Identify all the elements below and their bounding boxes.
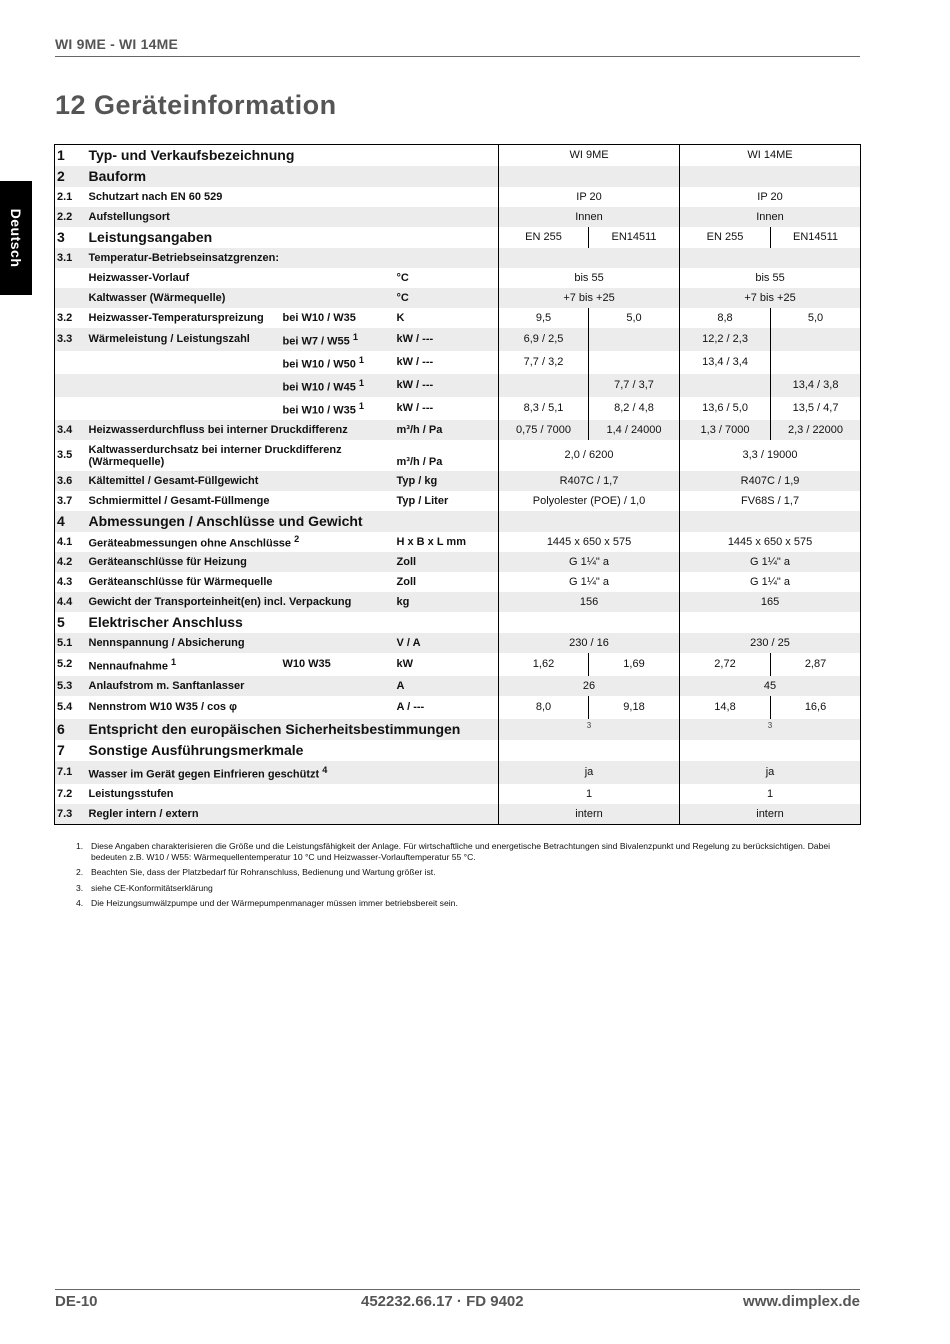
- row-label: Aufstellungsort: [87, 207, 499, 227]
- value: 13,4 / 3,8: [771, 374, 861, 397]
- unit: Typ / Liter: [396, 494, 449, 507]
- table-row: [55, 511, 861, 532]
- footnote-ref: 3: [586, 721, 592, 730]
- footnote-ref: 1: [358, 354, 365, 365]
- table-row: [55, 471, 861, 491]
- row-label: Wärmeleistung / Leistungszahl: [87, 328, 281, 351]
- row-label: Geräteanschlüsse für Wärmequelle: [88, 575, 273, 588]
- footnote-ref: 4: [322, 764, 328, 775]
- table-row: [55, 145, 861, 167]
- value: 1,69: [589, 653, 680, 676]
- row-number: 2: [55, 166, 87, 187]
- value-model-1: 156: [499, 592, 680, 612]
- row-number: 2.1: [57, 190, 73, 203]
- row-number: 3.6: [55, 471, 87, 491]
- standard-label: EN14511: [771, 227, 861, 248]
- table-row: [55, 491, 861, 511]
- condition-text: bei W10 / W35: [282, 404, 356, 417]
- table-row: [55, 719, 861, 740]
- value: 8,2 / 4,8: [589, 397, 680, 420]
- section-heading: Elektrischer Anschluss: [88, 614, 243, 630]
- row-number: [55, 268, 87, 288]
- value: [499, 374, 589, 397]
- unit: kW / ---: [396, 356, 434, 368]
- cell: [499, 166, 680, 187]
- row-number: 7: [57, 742, 65, 758]
- unit: kW / ---: [396, 402, 434, 414]
- row-label: [87, 653, 281, 676]
- row-number: 3.4: [55, 420, 87, 440]
- value: 0,75 / 7000: [499, 420, 589, 440]
- value: 7,7 / 3,7: [589, 374, 680, 397]
- row-label: [87, 351, 281, 374]
- row-number: 4: [55, 511, 87, 532]
- value-model-1: Innen: [499, 207, 680, 227]
- table-row: [55, 653, 861, 676]
- footnote: [76, 898, 846, 909]
- section-heading: Sonstige Ausführungsmerkmale: [88, 742, 304, 758]
- value-model-1: 1: [499, 784, 680, 804]
- value-model-1: G 1¼" a: [499, 552, 680, 572]
- value: 5,0: [771, 308, 861, 328]
- table-row: [55, 207, 861, 227]
- model-2-name: WI 14ME: [680, 145, 861, 167]
- row-number: 7.2: [57, 787, 73, 800]
- row-label: [87, 761, 499, 784]
- value: [680, 374, 771, 397]
- unit: Typ / kg: [395, 471, 499, 491]
- footnote-number: 1.: [76, 841, 84, 851]
- header-rule: [55, 56, 860, 57]
- section-heading: Leistungsangaben: [88, 229, 213, 245]
- row-number: 5: [57, 614, 65, 630]
- value-model-2: ja: [680, 761, 861, 784]
- footer-document-number: 452232.66.17 · FD 9402: [361, 1293, 524, 1310]
- value-model-2: R407C / 1,9: [680, 471, 861, 491]
- value: [589, 351, 680, 374]
- spec-table: [54, 144, 861, 825]
- model-1-name: WI 9ME: [499, 145, 680, 167]
- value-model-1: 230 / 16: [499, 633, 680, 653]
- value-model-2: intern: [680, 804, 861, 825]
- value-model-1: 26: [499, 676, 680, 696]
- cell: [680, 511, 861, 532]
- footer-website-link[interactable]: www.dimplex.de: [743, 1293, 860, 1310]
- unit: kW: [396, 658, 413, 670]
- unit: V / A: [395, 633, 499, 653]
- row-label: Kältemittel / Gesamt-Füllgewicht: [87, 471, 395, 491]
- row-number: 5.4: [57, 701, 73, 713]
- table-row: [55, 440, 861, 471]
- unit: kW / ---: [395, 374, 499, 397]
- value: 2,87: [771, 653, 861, 676]
- footnote-ref: 3: [767, 721, 773, 730]
- condition: W10 W35: [282, 658, 331, 670]
- table-row: [55, 187, 861, 207]
- table-row: [55, 420, 861, 440]
- value: 14,8: [680, 696, 771, 719]
- table-row: [55, 761, 861, 784]
- cell: [680, 740, 861, 761]
- table-row: [55, 633, 861, 653]
- value: [589, 328, 680, 351]
- value-model-2: G 1¼" a: [680, 572, 861, 592]
- unit: Zoll: [396, 575, 417, 588]
- value-model-1: G 1¼" a: [499, 572, 680, 592]
- table-row: [55, 784, 861, 804]
- footer-rule: [55, 1289, 860, 1290]
- footnote: [76, 841, 846, 862]
- value: [771, 351, 861, 374]
- value: 6,9 / 2,5: [499, 328, 589, 351]
- cell: [499, 248, 680, 268]
- table-row: [55, 248, 861, 268]
- row-number: 1: [57, 147, 65, 163]
- page-title: 12 Geräteinformation: [55, 90, 337, 120]
- footnote-number: 2.: [76, 867, 84, 877]
- footnote-number: 4.: [76, 898, 84, 908]
- cell: [499, 740, 680, 761]
- row-number: 4.3: [57, 575, 73, 588]
- cell: [499, 612, 680, 633]
- footnote: [76, 867, 846, 878]
- row-label-text: Geräteabmessungen ohne Anschlüsse: [88, 537, 292, 550]
- condition: [281, 328, 395, 351]
- value: 2,72: [680, 653, 771, 676]
- value: 5,0: [589, 308, 680, 328]
- language-tab: [0, 181, 32, 295]
- standard-label: EN14511: [589, 227, 680, 248]
- cell: [680, 248, 861, 268]
- unit: K: [396, 311, 405, 324]
- table-row: [55, 308, 861, 328]
- row-label: Leistungsstufen: [88, 787, 174, 800]
- value: 12,2 / 2,3: [680, 328, 771, 351]
- section-heading: Bauform: [87, 166, 499, 187]
- value: 1,3 / 7000: [680, 420, 771, 440]
- header-model: WI 9ME - WI 14ME: [55, 36, 178, 52]
- value-model-1: intern: [499, 804, 680, 825]
- value-model-2: 3,3 / 19000: [680, 440, 861, 471]
- condition: bei W10 / W35: [282, 311, 356, 324]
- value-model-2: FV68S / 1,7: [680, 491, 861, 511]
- table-row: [55, 166, 861, 187]
- unit: m³/h / Pa: [396, 456, 443, 468]
- row-label: Heizwasserdurchfluss bei interner Druckdifferenz: [87, 420, 395, 440]
- value-model-2: 1445 x 650 x 575: [680, 532, 861, 552]
- row-label: Heizwasser-Vorlauf: [88, 271, 190, 284]
- row-label: Regler intern / extern: [87, 804, 499, 825]
- footnote-text: Beachten Sie, dass der Platzbedarf für Rohranschluss, Bedienung und Wartung größer ist.: [91, 867, 436, 877]
- row-label: Schutzart nach EN 60 529: [88, 190, 223, 203]
- row-label: Heizwasser-Temperaturspreizung: [88, 311, 264, 324]
- value: 7,7 / 3,2: [499, 351, 589, 374]
- row-number: 3.7: [57, 494, 73, 507]
- table-row: [55, 227, 861, 248]
- table-row: [55, 351, 861, 374]
- value: 8,3 / 5,1: [499, 397, 589, 420]
- table-row: [55, 572, 861, 592]
- unit: H x B x L mm: [396, 535, 466, 548]
- condition: [281, 397, 395, 420]
- table-row: [55, 676, 861, 696]
- standard-label: EN 255: [499, 227, 589, 248]
- condition: [281, 351, 395, 374]
- table-row: [55, 612, 861, 633]
- row-label: [87, 532, 395, 552]
- value: 2,3 / 22000: [771, 420, 861, 440]
- row-number: 3.1: [55, 248, 87, 268]
- footnote-text: siehe CE-Konformitätserklärung: [91, 882, 213, 893]
- row-number: 3.3: [55, 328, 87, 351]
- value: 13,6 / 5,0: [680, 397, 771, 420]
- row-label-text: Wasser im Gerät gegen Einfrieren geschützt: [88, 768, 320, 781]
- table-row: [55, 268, 861, 288]
- footnote: [76, 883, 846, 894]
- value-model-2: G 1¼" a: [680, 552, 861, 572]
- table-row: [55, 328, 861, 351]
- value: 16,6: [771, 696, 861, 719]
- row-number: 2.2: [55, 207, 87, 227]
- unit: °C: [396, 271, 409, 284]
- footnote-text: Diese Angaben charakterisieren die Größe und die Leistungsfähigkeit der Anlage. Für wirtschaftliche und energetische Betrachtungen sind Bivalenzpunkt und Regelung zu berücksichtigen. Dabei bedeuten z.B. W10 / W55: Wärmequellentemperatur 10 °C und Heizwasser-Vorlauftemperatur 55 °C.: [91, 841, 831, 862]
- value-model-1: 2,0 / 6200: [499, 440, 680, 471]
- value-model-1: bis 55: [499, 268, 680, 288]
- value-model-2: bis 55: [680, 268, 861, 288]
- row-number: 5.1: [55, 633, 87, 653]
- row-number: 4.2: [55, 552, 87, 572]
- footnote-ref: 1: [171, 656, 177, 667]
- value-model-2: Innen: [680, 207, 861, 227]
- value-model-2: IP 20: [680, 187, 861, 207]
- cell: [680, 166, 861, 187]
- section-heading: Typ- und Verkaufsbezeichnung: [88, 147, 295, 163]
- value: 9,5: [499, 308, 589, 328]
- row-number: [55, 397, 87, 420]
- footnote-ref: 1: [358, 377, 365, 388]
- standard-label: EN 255: [680, 227, 771, 248]
- table-row: [55, 696, 861, 719]
- value-model-1: ja: [499, 761, 680, 784]
- value-model-1: Polyolester (POE) / 1,0: [499, 491, 680, 511]
- row-number: 3.2: [57, 311, 73, 324]
- cell: [680, 612, 861, 633]
- section-heading: Entspricht den europäischen Sicherheitsbestimmungen: [87, 719, 499, 740]
- value: 8,8: [680, 308, 771, 328]
- unit: m³/h / Pa: [395, 420, 499, 440]
- value: 13,5 / 4,7: [771, 397, 861, 420]
- language-tab-label: Deutsch: [8, 208, 24, 268]
- unit: A / ---: [396, 701, 425, 713]
- value: 9,18: [589, 696, 680, 719]
- section-heading: Abmessungen / Anschlüsse und Gewicht: [87, 511, 499, 532]
- table-row: [55, 532, 861, 552]
- table-row: [55, 288, 861, 308]
- row-label: Nennspannung / Absicherung: [87, 633, 395, 653]
- footnote-number: 3.: [76, 882, 84, 893]
- value: [771, 328, 861, 351]
- row-number: 7.3: [55, 804, 87, 825]
- value: 1,62: [499, 653, 589, 676]
- value-model-2: 230 / 25: [680, 633, 861, 653]
- value-model-1: [499, 719, 680, 740]
- value-model-1: 1445 x 650 x 575: [499, 532, 680, 552]
- value-model-2: [680, 719, 861, 740]
- table-row: [55, 397, 861, 420]
- footnote-ref: 1: [352, 331, 358, 342]
- table-row: [55, 804, 861, 825]
- table-row: [55, 552, 861, 572]
- row-number: [55, 288, 87, 308]
- row-number: [55, 374, 87, 397]
- value-model-1: R407C / 1,7: [499, 471, 680, 491]
- row-number: 5.3: [55, 676, 87, 696]
- row-label: [87, 397, 281, 420]
- footnotes: [76, 841, 846, 914]
- row-number: 4.4: [55, 592, 87, 612]
- row-number: 3: [57, 229, 65, 245]
- row-number: [55, 351, 87, 374]
- value-model-2: 1: [680, 784, 861, 804]
- row-label: Schmiermittel / Gesamt-Füllmenge: [88, 494, 270, 507]
- footnote-ref: 1: [358, 400, 365, 411]
- row-number: 6: [55, 719, 87, 740]
- footnote-text: Die Heizungsumwälzpumpe und der Wärmepumpenmanager müssen immer betriebsbereit sein.: [91, 898, 458, 908]
- value: 1,4 / 24000: [589, 420, 680, 440]
- table-row: [55, 740, 861, 761]
- table-row: [55, 592, 861, 612]
- value-model-2: 45: [680, 676, 861, 696]
- value-model-2: +7 bis +25: [680, 288, 861, 308]
- value-model-1: IP 20: [499, 187, 680, 207]
- condition-text: bei W10 / W50: [282, 358, 356, 371]
- row-label-text: Nennaufnahme: [88, 660, 168, 673]
- row-label: Kaltwasser (Wärmequelle): [87, 288, 395, 308]
- row-label: Geräteanschlüsse für Heizung: [87, 552, 395, 572]
- row-number: 3.5: [57, 449, 73, 461]
- value-model-1: +7 bis +25: [499, 288, 680, 308]
- condition-text: bei W10 / W45: [282, 381, 356, 394]
- value: 8,0: [499, 696, 589, 719]
- unit: Zoll: [395, 552, 499, 572]
- footer-page-number: DE-10: [55, 1293, 98, 1310]
- row-number: 7.1: [55, 761, 87, 784]
- unit: A: [395, 676, 499, 696]
- condition: [281, 374, 395, 397]
- row-label: [87, 374, 281, 397]
- row-label: Gewicht der Transporteinheit(en) incl. Verpackung: [87, 592, 395, 612]
- footnote-ref: 2: [294, 534, 300, 545]
- row-label: Anlaufstrom m. Sanftanlasser: [87, 676, 395, 696]
- condition-text: bei W7 / W55: [282, 335, 350, 348]
- unit: kg: [395, 592, 499, 612]
- unit: °C: [395, 288, 499, 308]
- row-label: Temperatur-Betriebseinsatzgrenzen:: [87, 248, 499, 268]
- table-row: [55, 374, 861, 397]
- row-number: 5.2: [57, 658, 73, 670]
- value-model-2: 165: [680, 592, 861, 612]
- unit: kW / ---: [395, 328, 499, 351]
- row-number: 4.1: [57, 535, 73, 548]
- cell: [499, 511, 680, 532]
- row-label: Kaltwasserdurchsatz bei interner Druckdifferenz (Wärmequelle): [88, 443, 342, 468]
- value: 13,4 / 3,4: [680, 351, 771, 374]
- row-label: Nennstrom W10 W35 / cos φ: [88, 701, 237, 713]
